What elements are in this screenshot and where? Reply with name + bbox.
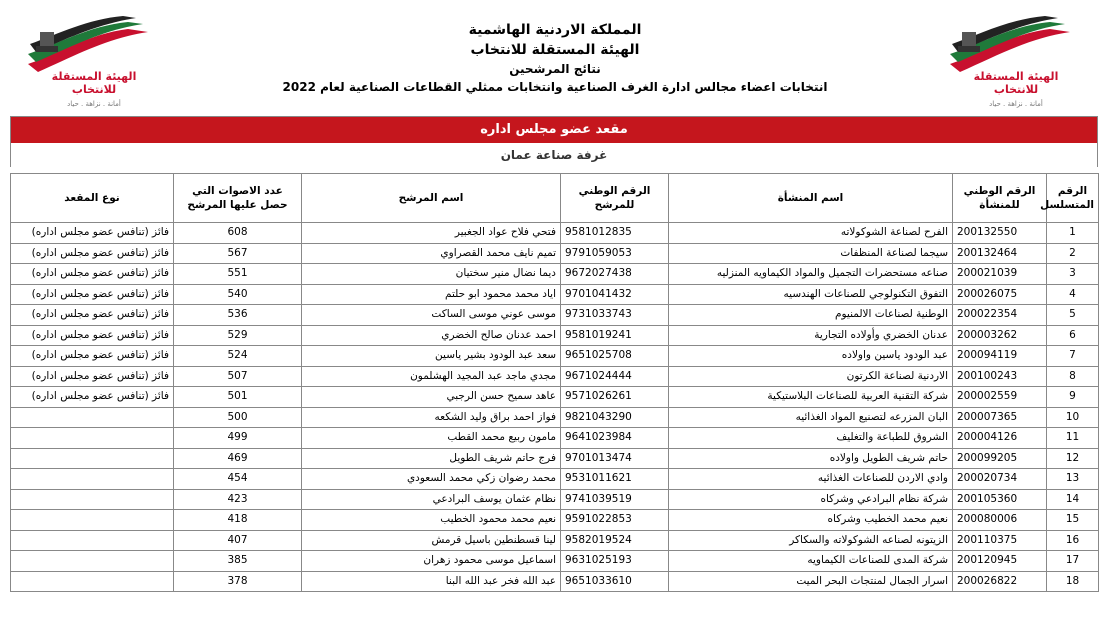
cell-seat-type: فائز (تنافس عضو مجلس اداره) <box>11 325 174 346</box>
cell-facility-id: 200132464 <box>953 243 1047 264</box>
col-candidate-id: الرقم الوطني للمرشح <box>561 174 669 223</box>
cell-serial: 12 <box>1047 448 1099 469</box>
cell-votes: 454 <box>174 469 302 490</box>
cell-serial: 11 <box>1047 428 1099 449</box>
table-row <box>11 448 1099 469</box>
cell-facility-id: 200004126 <box>953 428 1047 449</box>
cell-seat-type <box>11 428 174 449</box>
cell-candidate-name: نظام عثمان يوسف البرادعي <box>302 489 561 510</box>
table-header-row <box>11 174 1099 223</box>
cell-candidate-id: 9741039519 <box>561 489 669 510</box>
col-facility-id: الرقم الوطني للمنشأة <box>953 174 1047 223</box>
cell-facility-name: شركة التقنية العربية للصناعات البلاستيكية <box>669 387 953 408</box>
cell-facility-name: نعيم محمد الخطيب وشركاه <box>669 510 953 531</box>
cell-seat-type: فائز (تنافس عضو مجلس اداره) <box>11 305 174 326</box>
cell-facility-id: 200007365 <box>953 407 1047 428</box>
table-row <box>11 366 1099 387</box>
cell-serial: 2 <box>1047 243 1099 264</box>
cell-seat-type: فائز (تنافس عضو مجلس اداره) <box>11 387 174 408</box>
cell-serial: 13 <box>1047 469 1099 490</box>
cell-candidate-name: فرج حاتم شريف الطويل <box>302 448 561 469</box>
cell-candidate-id: 9671024444 <box>561 366 669 387</box>
table-row <box>11 284 1099 305</box>
cell-votes: 507 <box>174 366 302 387</box>
cell-facility-name: الزيتونه لصناعه الشوكولاته والسكاكر <box>669 530 953 551</box>
cell-candidate-id: 9631025193 <box>561 551 669 572</box>
cell-votes: 567 <box>174 243 302 264</box>
cell-facility-name: الشروق للطباعة والتغليف <box>669 428 953 449</box>
cell-facility-id: 200110375 <box>953 530 1047 551</box>
cell-facility-name: البان المزرعه لتصنيع المواد الغذائيه <box>669 407 953 428</box>
cell-serial: 7 <box>1047 346 1099 367</box>
cell-seat-type <box>11 448 174 469</box>
table-row <box>11 325 1099 346</box>
col-candidate-name: اسم المرشح <box>302 174 561 223</box>
document-header <box>200 20 910 96</box>
cell-facility-id: 200080006 <box>953 510 1047 531</box>
cell-seat-type <box>11 407 174 428</box>
cell-votes: 500 <box>174 407 302 428</box>
cell-votes: 524 <box>174 346 302 367</box>
cell-candidate-id: 9701013474 <box>561 448 669 469</box>
cell-candidate-id: 9531011621 <box>561 469 669 490</box>
cell-candidate-id: 9581019241 <box>561 325 669 346</box>
cell-candidate-id: 9651033610 <box>561 571 669 592</box>
table-row <box>11 223 1099 244</box>
cell-seat-type <box>11 489 174 510</box>
results-table <box>10 173 1099 592</box>
cell-serial: 4 <box>1047 284 1099 305</box>
cell-votes: 608 <box>174 223 302 244</box>
cell-serial: 5 <box>1047 305 1099 326</box>
cell-votes: 551 <box>174 264 302 285</box>
cell-facility-id: 200026822 <box>953 571 1047 592</box>
cell-serial: 6 <box>1047 325 1099 346</box>
cell-serial: 10 <box>1047 407 1099 428</box>
cell-facility-id: 200099205 <box>953 448 1047 469</box>
table-row <box>11 469 1099 490</box>
cell-votes: 501 <box>174 387 302 408</box>
cell-votes: 536 <box>174 305 302 326</box>
cell-candidate-name: اياد محمد محمود ابو حلتم <box>302 284 561 305</box>
cell-candidate-id: 9651025708 <box>561 346 669 367</box>
cell-seat-type: فائز (تنافس عضو مجلس اداره) <box>11 243 174 264</box>
cell-candidate-name: سعد عبد الودود بشير ياسين <box>302 346 561 367</box>
chamber-name: غرفة صناعة عمان <box>10 143 1098 167</box>
election-title: انتخابات اعضاء مجالس ادارة الغرف الصناعية وانتخابات ممثلي القطاعات الصناعية لعام 2022 <box>282 80 828 94</box>
cell-facility-id: 200100243 <box>953 366 1047 387</box>
cell-facility-name: شركة المدى للصناعات الكيماويه <box>669 551 953 572</box>
cell-votes: 418 <box>174 510 302 531</box>
commission-logo-right <box>940 14 1090 114</box>
cell-facility-id: 200020734 <box>953 469 1047 490</box>
logo-tagline: أمانة . نزاهة . حياد <box>989 100 1043 108</box>
cell-votes: 540 <box>174 284 302 305</box>
cell-candidate-id: 9731033743 <box>561 305 669 326</box>
cell-facility-name: سيجما لصناعة المنظفات <box>669 243 953 264</box>
cell-votes: 469 <box>174 448 302 469</box>
table-row <box>11 407 1099 428</box>
cell-seat-type: فائز (تنافس عضو مجلس اداره) <box>11 223 174 244</box>
cell-votes: 529 <box>174 325 302 346</box>
cell-facility-name: الاردنية لصناعة الكرتون <box>669 366 953 387</box>
cell-facility-id: 200120945 <box>953 551 1047 572</box>
cell-candidate-name: فواز احمد براق وليد الشكعه <box>302 407 561 428</box>
cell-votes: 385 <box>174 551 302 572</box>
seat-banner: مقعد عضو مجلس اداره <box>10 116 1098 143</box>
cell-votes: 407 <box>174 530 302 551</box>
cell-candidate-name: موسى عوني موسى الساكت <box>302 305 561 326</box>
logo-tagline: أمانة . نزاهة . حياد <box>67 100 121 108</box>
cell-facility-name: الوطنية لصناعات الالمنيوم <box>669 305 953 326</box>
cell-facility-name: الفرح لصناعة الشوكولاته <box>669 223 953 244</box>
results-section <box>10 116 1098 592</box>
cell-serial: 18 <box>1047 571 1099 592</box>
cell-seat-type: فائز (تنافس عضو مجلس اداره) <box>11 366 174 387</box>
cell-facility-name: حاتم شريف الطويل واولاده <box>669 448 953 469</box>
cell-candidate-name: احمد عدنان صالح الخضري <box>302 325 561 346</box>
cell-facility-id: 200022354 <box>953 305 1047 326</box>
logo-name: الهيئة المستقلة للانتخاب <box>51 70 137 96</box>
cell-serial: 8 <box>1047 366 1099 387</box>
cell-candidate-id: 9591022853 <box>561 510 669 531</box>
cell-candidate-name: لينا قسطنطين باسيل قرمش <box>302 530 561 551</box>
cell-candidate-id: 9672027438 <box>561 264 669 285</box>
cell-candidate-name: عاهد سميح حسن الرجبي <box>302 387 561 408</box>
cell-seat-type: فائز (تنافس عضو مجلس اداره) <box>11 284 174 305</box>
cell-seat-type <box>11 510 174 531</box>
table-row <box>11 305 1099 326</box>
cell-candidate-name: ديما نضال منير سختيان <box>302 264 561 285</box>
commission-title: الهيئة المستقلة للانتخاب <box>470 42 640 58</box>
cell-candidate-id: 9571026261 <box>561 387 669 408</box>
table-row <box>11 489 1099 510</box>
logo-name: الهيئة المستقلة للانتخاب <box>973 70 1059 96</box>
kingdom-title: المملكة الاردنية الهاشمية <box>468 22 642 38</box>
cell-facility-name: وادي الاردن للصناعات الغذائيه <box>669 469 953 490</box>
flag-ballot-icon <box>940 14 1090 74</box>
cell-candidate-name: تميم نايف محمد القصراوي <box>302 243 561 264</box>
cell-seat-type: فائز (تنافس عضو مجلس اداره) <box>11 264 174 285</box>
cell-facility-id: 200094119 <box>953 346 1047 367</box>
col-serial: الرقم المتسلسل <box>1047 174 1099 223</box>
col-votes: عدد الاصوات التي حصل عليها المرشح <box>174 174 302 223</box>
results-title: نتائج المرشحين <box>509 62 601 76</box>
cell-candidate-name: مامون ربيع محمد القطب <box>302 428 561 449</box>
cell-facility-id: 200132550 <box>953 223 1047 244</box>
cell-candidate-name: نعيم محمد محمود الخطيب <box>302 510 561 531</box>
cell-candidate-id: 9582019524 <box>561 530 669 551</box>
cell-serial: 1 <box>1047 223 1099 244</box>
table-row <box>11 530 1099 551</box>
cell-facility-name: شركة نظام البرادعي وشركاه <box>669 489 953 510</box>
cell-seat-type <box>11 551 174 572</box>
cell-votes: 499 <box>174 428 302 449</box>
cell-serial: 15 <box>1047 510 1099 531</box>
table-row <box>11 510 1099 531</box>
cell-serial: 16 <box>1047 530 1099 551</box>
cell-candidate-name: محمد رضوان زكي محمد السعودي <box>302 469 561 490</box>
cell-candidate-name: مجدي ماجد عبد المجيد الهشلمون <box>302 366 561 387</box>
cell-facility-name: عبد الودود ياسين واولاده <box>669 346 953 367</box>
cell-candidate-name: عبد الله فخر عبد الله البنا <box>302 571 561 592</box>
cell-candidate-name: فتحي فلاح عواد الجغبير <box>302 223 561 244</box>
cell-facility-id: 200002559 <box>953 387 1047 408</box>
cell-candidate-id: 9581012835 <box>561 223 669 244</box>
col-facility-name: اسم المنشأة <box>669 174 953 223</box>
cell-serial: 14 <box>1047 489 1099 510</box>
table-row <box>11 551 1099 572</box>
cell-seat-type <box>11 530 174 551</box>
cell-facility-id: 200105360 <box>953 489 1047 510</box>
cell-facility-name: عدنان الخضري وأولاده التجارية <box>669 325 953 346</box>
cell-facility-name: التفوق التكنولوجي للصناعات الهندسيه <box>669 284 953 305</box>
cell-votes: 423 <box>174 489 302 510</box>
cell-serial: 3 <box>1047 264 1099 285</box>
cell-candidate-id: 9701041432 <box>561 284 669 305</box>
cell-serial: 9 <box>1047 387 1099 408</box>
cell-candidate-id: 9641023984 <box>561 428 669 449</box>
cell-candidate-name: اسماعيل موسى محمود زهران <box>302 551 561 572</box>
table-row <box>11 387 1099 408</box>
table-row <box>11 571 1099 592</box>
cell-facility-id: 200003262 <box>953 325 1047 346</box>
cell-seat-type <box>11 469 174 490</box>
table-row <box>11 264 1099 285</box>
cell-candidate-id: 9791059053 <box>561 243 669 264</box>
cell-serial: 17 <box>1047 551 1099 572</box>
cell-facility-id: 200026075 <box>953 284 1047 305</box>
table-row <box>11 428 1099 449</box>
cell-facility-name: اسرار الجمال لمنتجات البحر الميت <box>669 571 953 592</box>
flag-ballot-icon <box>18 14 168 74</box>
cell-candidate-id: 9821043290 <box>561 407 669 428</box>
cell-seat-type: فائز (تنافس عضو مجلس اداره) <box>11 346 174 367</box>
cell-votes: 378 <box>174 571 302 592</box>
cell-facility-id: 200021039 <box>953 264 1047 285</box>
commission-logo-left <box>18 14 168 114</box>
col-seat-type: نوع المقعد <box>11 174 174 223</box>
cell-seat-type <box>11 571 174 592</box>
cell-facility-name: صناعه مستحضرات التجميل والمواد الكيماويه المنزليه <box>669 264 953 285</box>
table-row <box>11 243 1099 264</box>
table-row <box>11 346 1099 367</box>
